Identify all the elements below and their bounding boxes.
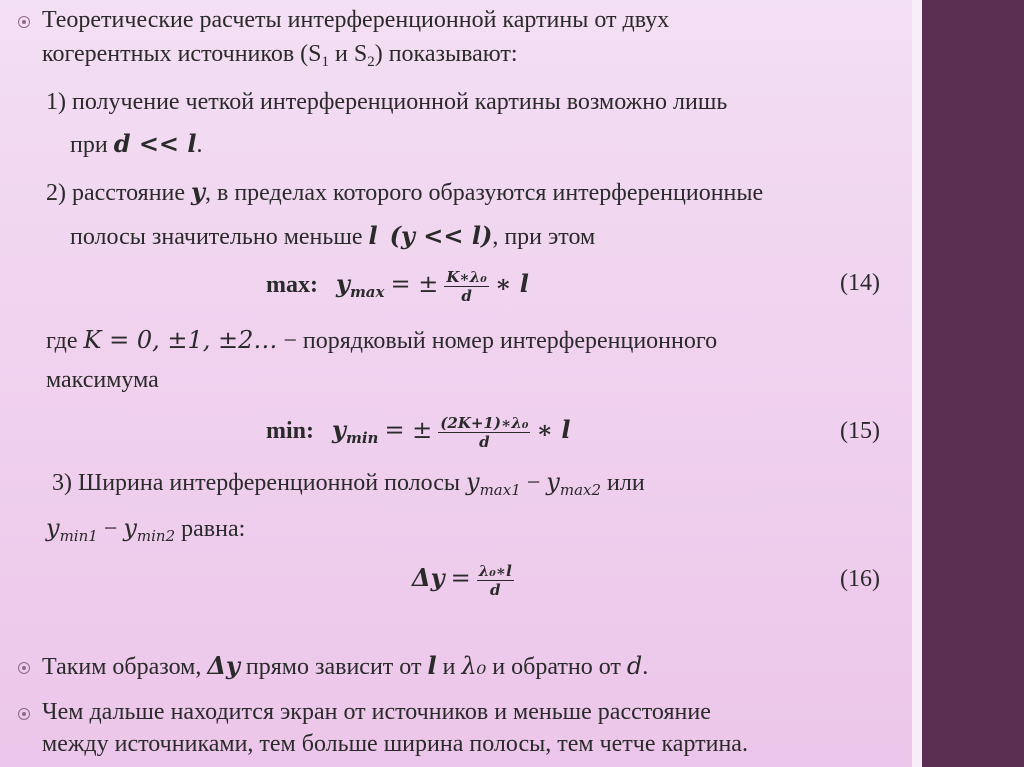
fraction-16: $\frac{\text{λ₀∗l}}{d}$ [478,561,512,599]
bullet-icon [18,662,30,674]
equation-16: Δy = $\frac{\text{λ₀∗l}}{d}$ [412,561,512,599]
point2-line-1: 2) расстояние y, в пределах которого образуются интерференционные [46,177,764,206]
conclusion-line: Таким образом, Δy прямо зависит от l и λ₀ и обратно от d. [42,651,649,680]
equation-number-15: (15) [840,418,880,444]
equation-15: min: $y_{min}$ = ± $\frac{\text{(2K+1)∗λ₀}}{d}$ ∗ l [266,413,571,451]
point3-line-1: 3) Ширина интерференционной полосы $y_{max1} - y_{max2}$ или [52,468,645,499]
equation-number-14: (14) [840,270,880,296]
intro-line-1: Теоретические расчеты интерференционной картины от двух [42,7,670,33]
point3-line-2: $y_{min1} - y_{min2}$ равна: [46,514,246,545]
where-line-2: максимума [46,367,159,393]
bullet-icon [18,16,30,28]
bullet-icon [18,708,30,720]
fraction-15: $\frac{\text{(2K+1)∗λ₀}}{d}$ [440,413,529,451]
equation-number-16: (16) [840,566,880,592]
where-line-1: где K = 0, ±1, ±2… − порядковый номер интерференционного [46,326,718,354]
final-line-2: между источниками, тем больше ширина полосы, тем четче картина. [42,731,748,757]
fraction-14: $\frac{\text{K∗λ₀}}{d}$ [446,267,487,305]
right-stripe-dark [922,0,1024,767]
final-line-1: Чем дальше находится экран от источников и меньше расстояние [42,699,711,725]
point1-line-1: 1) получение четкой интерференционной картины возможно лишь [46,89,728,115]
intro-line-2: когерентных источников ($S_1$ и $S_2$) показывают: [42,41,518,70]
equation-14: max: $y_{max}$ = ± $\frac{\text{K∗λ₀}}{d}$ ∗ l [266,267,529,305]
point1-line-2: при d << l. [70,129,203,158]
right-stripe-light [912,0,922,767]
point2-line-2: полосы значительно меньше l (y << l), при этом [70,221,596,250]
